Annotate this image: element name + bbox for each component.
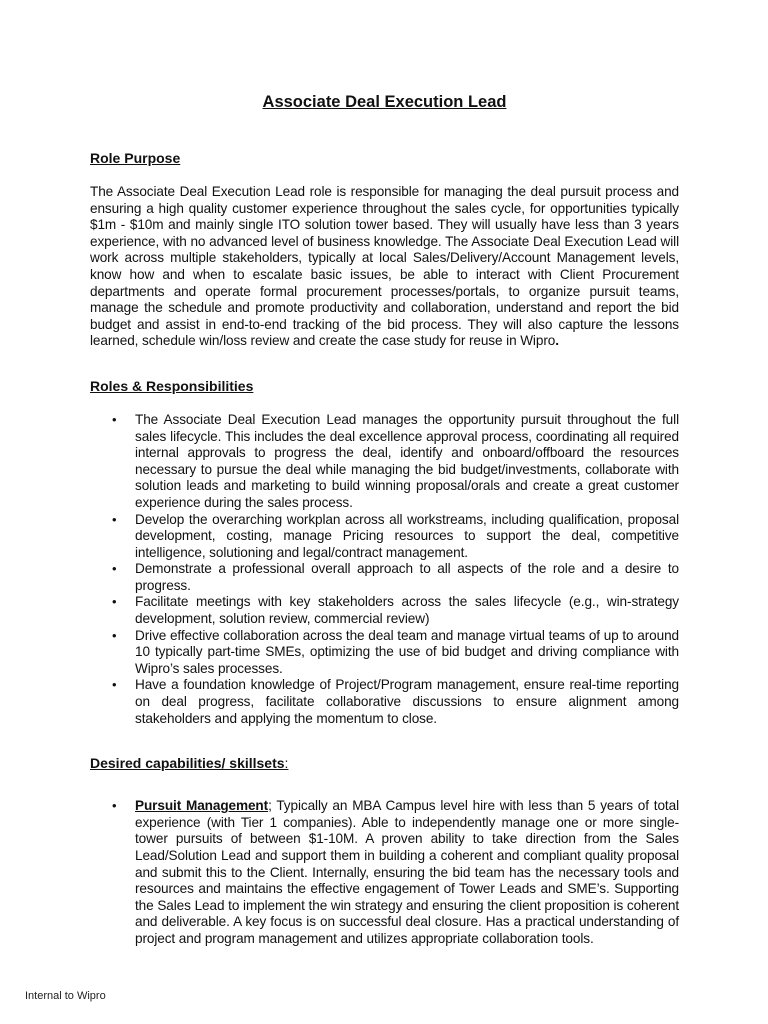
role-purpose-end-mark: . [555,333,559,349]
document-title: Associate Deal Execution Lead [262,93,507,111]
list-item-text: Develop the overarching workplan across all workstreams, including qualification, proposal development, costing, manage Pricing resources to support the deal, competitive intelligence, solutioning and legal/contract management. [135,511,679,560]
list-item-text: Demonstrate a professional overall approach to all aspects of the role and a desire to progress. [135,561,679,593]
list-item [90,677,679,727]
capabilities-list [90,798,679,947]
list-item [90,798,679,947]
role-purpose-heading: Role Purpose [90,150,181,166]
capabilities-heading [90,755,679,772]
bullet-icon: • [112,627,117,643]
bullet-icon: • [112,511,117,527]
capability-text: ; Typically an MBA Campus level hire with less than 5 years of total experience (with Tier 1 companies). Able to independently manage one or more single-tower pursuits of between $1-10M. A proven ability to take direction from the Sales Lead/Solution Lead and support them in building a coherent and compliant quality proposal and submit this to the Client. Internally, ensuring the bid team has the necessary tools and resources and maintains the effective engagement of Tower Leads and SME’s. Supporting the Sales Lead to implement the win strategy and ensuring the client proposition is coherent and deliverable. A key focus is on successful deal closure. Has a practical understanding of project and program management and utilizes appropriate collaboration tools. [135,798,679,946]
role-purpose-text: The Associate Deal Execution Lead role is responsible for managing the deal pursuit process and ensuring a high quality customer experience throughout the sales cycle, for opportunities typically $1m - $10m and mainly single ITO solution tower based. They will usually have less than 3 years experience, with no advanced level of business knowledge. The Associate Deal Execution Lead will work across multiple stakeholders, typically at local Sales/Delivery/Account Management levels, know how and when to escalate basic issues, be able to interact with Client Procurement departments and operate formal procurement processes/portals, to organize pursuit teams, manage the schedule and promote productivity and collaboration, understand and report the bid budget and assist in end-to-end tracking of the bid process. They will also capture the lessons learned, schedule win/loss review and create the case study for reuse in Wipro [90,184,679,349]
role-purpose-paragraph [90,184,679,350]
list-item-text: Have a foundation knowledge of Project/Program management, ensure real-time reporting on deal progress, facilitate collaborative discussions to ensure alignment among stakeholders and applying the momentum to close. [135,677,679,726]
list-item-text: The Associate Deal Execution Lead manages the opportunity pursuit throughout the full sales lifecycle. This includes the deal excellence approval process, coordinating all required internal approvals to progress the deal, identify and onboard/offboard the resources necessary to pursue the deal while managing the bid budget/investments, collaborate with solution leads and marketing to build winning proposal/orals and create a great customer experience during the sales process. [135,411,679,510]
list-item [90,412,679,512]
list-item [90,628,679,678]
list-item-text: Drive effective collaboration across the deal team and manage virtual teams of up to around 10 typically part-time SMEs, optimizing the use of bid budget and driving compliance with Wipro’s sales processes. [135,627,679,676]
bullet-icon: • [112,561,117,577]
capabilities-heading-text: Desired capabilities/ skillsets [90,755,285,772]
footer-classification: Internal to Wipro [25,990,106,1002]
bullet-icon: • [112,677,117,693]
list-item [90,561,679,594]
roles-list [90,412,679,727]
bullet-icon: • [112,594,117,610]
roles-heading: Roles & Responsibilities [90,377,254,394]
bullet-icon: • [112,798,117,814]
document-page [90,92,679,965]
list-item [90,512,679,562]
bullet-icon: • [112,411,117,427]
capability-title: Pursuit Management [135,798,269,814]
list-item [90,594,679,627]
capabilities-heading-colon: : [284,755,289,772]
list-item-text: Facilitate meetings with key stakeholders across the sales lifecycle (e.g., win-strategy development, solution review, commercial review) [135,594,679,627]
